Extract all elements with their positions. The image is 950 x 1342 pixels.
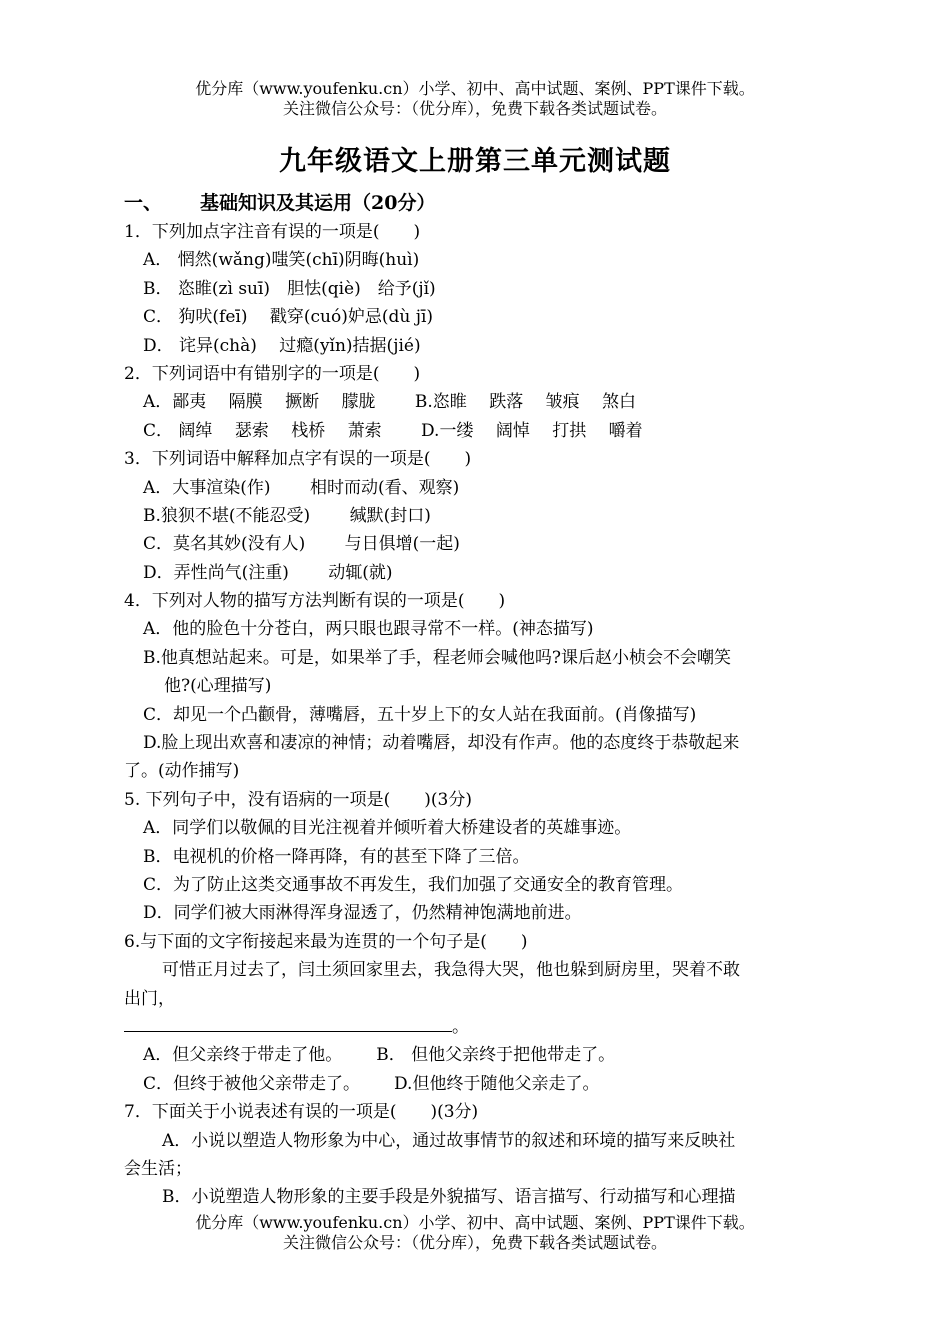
section-heading [124, 188, 435, 218]
option-5b: B．电视机的价格一降再降，有的甚至下降了三倍。 [143, 846, 530, 867]
question-7: 7．下面关于小说表述有误的一项是( )(3分) [124, 1102, 479, 1123]
page-title: 九年级语文上册第三单元测试题 [279, 146, 671, 177]
question-4: 4．下列对人物的描写方法判断有误的一项是( ) [124, 591, 506, 612]
option-3d: D．弄性尚气(注重) 动辄(就) [143, 562, 393, 583]
option-4d-cont: 了。(动作捕写) [124, 761, 240, 782]
question-5: 5. 下列句子中，没有语病的一项是( )(3分) [124, 789, 472, 810]
option-4d: D.脸上现出欢喜和凄凉的神情；动着嘴唇，却没有作声。他的态度终于恭敬起来 [143, 733, 740, 754]
option-4b: B.他真想站起来。可是，如果举了手，程老师会喊他吗?课后赵小桢会不会嘲笑 [143, 647, 732, 668]
footer-line-1: 优分库（www.youfenku.cn）小学、初中、高中试题、案例、PPT课件下载。 [195, 1213, 755, 1232]
option-4c: C．却见一个凸颧骨，薄嘴唇，五十岁上下的女人站在我面前。(肖像描写) [143, 704, 697, 725]
option-3a: A．大事渲染(作) 相时而动(看、观察) [143, 477, 460, 498]
passage-6-cont: 出门， [124, 988, 175, 1009]
footer-line-2: 关注微信公众号：（优分库），免费下载各类试题试卷。 [282, 1233, 667, 1252]
header-line-1: 优分库（www.youfenku.cn）小学、初中、高中试题、案例、PPT课件下载。 [195, 79, 755, 98]
option-6b: B． 但他父亲终于把他带走了。 [376, 1045, 616, 1066]
option-7a: A．小说以塑造人物形象为中心，通过故事情节的叙述和环境的描写来反映社 [162, 1130, 736, 1151]
option-1c: C． 狗吠(feī) 戳穿(cuó)妒忌(dù jī) [143, 307, 434, 328]
question-3: 3．下列词语中解释加点字有误的一项是( ) [124, 449, 472, 470]
option-3c: C．莫名其妙(没有人) 与日俱增(一起) [143, 534, 460, 555]
section-number: 一、 [124, 192, 163, 214]
option-1a: A． 惘然(wǎng)嗤笑(chī)阴晦(huì) [143, 250, 420, 271]
question-2: 2．下列词语中有错别字的一项是( ) [124, 363, 421, 384]
option-1b: B． 恣睢(zì suī) 胆怯(qiè) 给予(jǐ) [143, 278, 436, 299]
option-4a: A．他的脸色十分苍白，两只眼也跟寻常不一样。(神态描写) [143, 619, 594, 640]
answer-blank [124, 1015, 452, 1032]
option-6d: D.但他终于随他父亲走了。 [394, 1073, 600, 1094]
option-2cd: C． 阔绰 瑟索 栈桥 萧索 D.一缕 阔悼 打拱 嚼着 [143, 420, 643, 441]
option-4b-cont: 他?(心理描写) [164, 676, 272, 697]
option-6ab [124, 1041, 829, 1069]
question-1: 1．下列加点字注音有误的一项是( ) [124, 222, 421, 242]
question-body [124, 218, 829, 1212]
question-6: 6.与下面的文字衔接起来最为连贯的一个句子是( ) [124, 931, 528, 952]
option-3b: B.狼狈不堪(不能忍受) 缄默(封口) [143, 505, 431, 526]
option-6a: A．但父亲终于带走了他。 [143, 1045, 343, 1066]
option-2ab: A．鄙夷 隔膜 撅断 朦胧 B.恣睢 跌落 皱痕 煞白 [143, 392, 636, 413]
header-line-2: 关注微信公众号：（优分库），免费下载各类试题试卷。 [282, 99, 667, 118]
answer-blank-period: 。 [452, 1016, 469, 1037]
section-text: 基础知识及其运用（20分） [200, 192, 436, 214]
option-7b: B．小说塑造人物形象的主要手段是外貌描写、语言描写、行动描写和心理描 [162, 1187, 736, 1208]
option-5a: A．同学们以敬佩的目光注视着并倾听着大桥建设者的英雄事迹。 [143, 818, 632, 839]
option-6c: C．但终于被他父亲带走了。 [143, 1073, 361, 1094]
option-7a-cont: 会生活； [124, 1158, 192, 1179]
option-6cd [124, 1070, 829, 1098]
option-5d: D．同学们被大雨淋得浑身湿透了，仍然精神饱满地前进。 [143, 903, 582, 924]
option-1d: D． 诧异(chà) 过瘾(yǐn)拮据(jié) [143, 335, 421, 356]
passage-6: 可惜正月过去了，闫土须回家里去，我急得大哭，他也躲到厨房里，哭着不敢 [162, 960, 740, 981]
option-5c: C．为了防止这类交通事故不再发生，我们加强了交通安全的教育管理。 [143, 874, 684, 895]
answer-blank-row [124, 1013, 829, 1041]
